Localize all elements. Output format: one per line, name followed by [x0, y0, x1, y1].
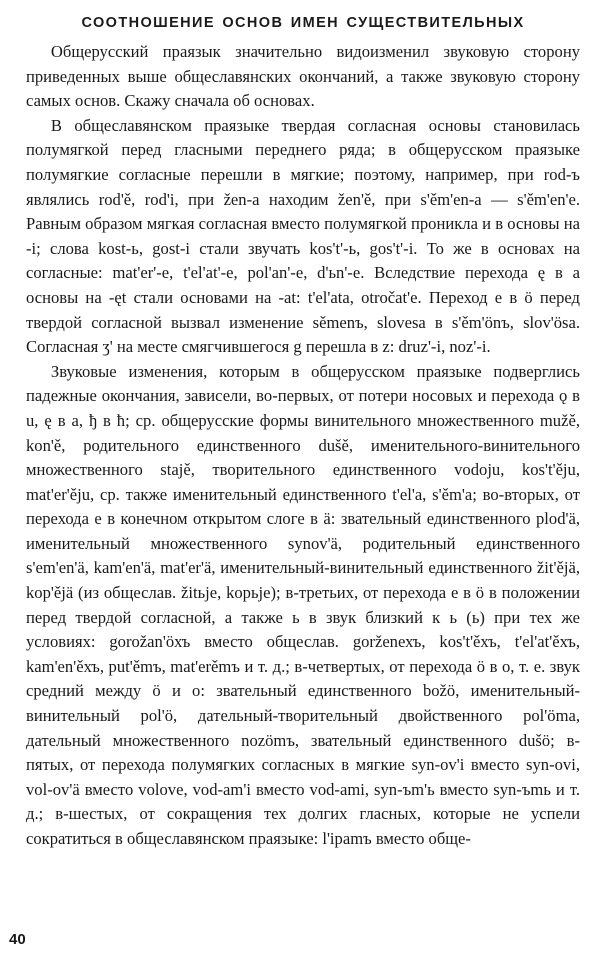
- body-paragraph-2: В общеславянском праязыке твердая согласная основы становилась полумягкой перед гласными переднего ряда; в общерусском праязыке полумягкие согласные перешли в мягкие; поэтому, например, при rod-ъ являлись rod'ě, rod'i, при žen-a находим žen'ě, при s'ěm'en-a — s'ěm'en'e. Равным образом мягкая согласная вместо полумягкой проникла и в основы на -i; слова kost-ь, gost-i стали звучать kos't'-ь, gos't'-i. То же в основах на согласные: mat'er'-e, t'el'at'-e, pol'an'-e, d'ьn'-e. Вследствие перехода ę в a основы на -ęt стали основами на -at: t'el'ata, otročat'e. Переход e в ö перед твердой согласной вызвал изменение sěmenъ, slovesa в s'ěm'önъ, slov'ösa. Согласная ʒ' на месте смягчившегося g перешла в z: druz'-i, noz'-i.: [26, 115, 580, 357]
- page-number: 40: [9, 931, 26, 948]
- body-paragraph-3: Звуковые изменения, которым в общерусском праязыке подверглись падежные окончания, зависели, во-первых, от потери носовых и перехода ǫ в u, ę в a, ђ в ћ; ср. общерусские формы винительного множественного mužě, kon'ě, родительного единственного dušě, именительного-винительного множественного stajě, творительного единственного vodoju, kos't'ěju, mat'er'ěju, ср. также именительный единственного t'el'a, s'ěm'a; во-вторых, от перехода e в конечном открытом слоге в ä: звательный единственного plod'ä, именительный множественного synov'ä, родительный единственного s'em'en'ä, kam'en'ä, mat'er'ä, именительный-винительный единственного žit'ějä, kop'ějä (из общеслав. žitьje, kopьje); в-третьих, от перехода e в ö в положении перед твердой согласной, а также ь в звук близкий к ь (ь) при тех же условиях: gorožan'öхъ вместо общеслав. gorženехъ, kos't'ěхъ, t'el'at'ěхъ, kam'en'ěхъ, put'ěmъ, mat'erěmъ и т. д.; в-четвертых, от перехода ö в o, т. е. звук средний между ö и o: звательный единственного božö, именительный-винительный pol'ö, дательный-творительный двойственного pol'öma, дательный множественного nozömъ, звательный единственного dušö; в-пятых, от перехода полумягких согласных в мягкие syn-ov'i вместо syn-ovi, vol-ov'ä вместо volove, vod-am'i вместо vod-ami, syn-ъm'ь вместо syn-ъmь и т. д.; в-шестых, от сокращения тех долгих гласных, которые не успели сократиться в общеславянском праязыке: l'ipamъ вместо обще-: [26, 361, 580, 848]
- body-paragraph-1: Общерусский праязык значительно видоизменил звуковую сторону приведенных выше общеславянских окончаний, а также звуковую сторону самых основ. Скажу сначала об основах.: [26, 42, 580, 111]
- page-title: СООТНОШЕНИЕ ОСНОВ ИМЕН СУЩЕСТВИТЕЛЬНЫХ: [81, 15, 525, 31]
